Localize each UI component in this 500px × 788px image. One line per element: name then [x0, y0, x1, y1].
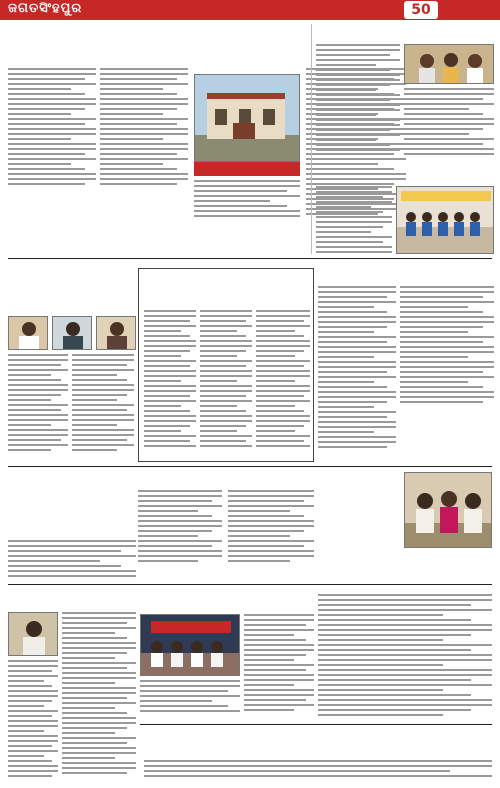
cancer-photo-2 [52, 316, 92, 350]
education-photo [140, 614, 240, 676]
health-col1 [144, 310, 196, 456]
right-mid-col1 [316, 186, 392, 256]
main-story-col2 [100, 68, 188, 192]
right-bottom-photo [404, 472, 492, 548]
right-top-photo [404, 44, 494, 84]
cancer-col1 [8, 354, 68, 456]
minister-col [144, 760, 492, 784]
right-top-col1 [316, 44, 400, 160]
health-col3 [256, 310, 310, 456]
cancer-col2 [72, 354, 134, 456]
right-lower-col1 [318, 286, 396, 456]
health-col2 [200, 310, 252, 456]
main-story-col1 [8, 68, 96, 192]
section-title: ଜଗତସିଂହପୁର [8, 1, 83, 16]
education-col1 [244, 614, 314, 718]
anniversary-logo: 50 [404, 1, 438, 19]
bottom-mid1-col [138, 490, 222, 564]
section-divider-3 [8, 584, 492, 585]
education-col2 [140, 680, 240, 718]
section-divider-2 [8, 466, 492, 467]
right-bottom-col [318, 594, 492, 722]
right-top-col2 [404, 88, 494, 160]
section-divider-1 [8, 258, 492, 259]
main-photo-caption-text [194, 180, 300, 226]
divider-right [311, 24, 312, 254]
bottom-mid2-col [228, 490, 314, 564]
arrest-col [8, 540, 136, 580]
sidebar-photo [8, 612, 58, 656]
sidebar-col2 [62, 612, 136, 780]
section-divider-4 [140, 724, 492, 725]
right-mid-photo [396, 186, 494, 254]
right-lower-col2 [400, 286, 494, 408]
main-photo [194, 74, 300, 162]
main-photo-caption-bar [194, 162, 300, 176]
sidebar-col1 [8, 660, 58, 780]
cancer-photo-3 [96, 316, 136, 350]
cancer-photo-1 [8, 316, 48, 350]
